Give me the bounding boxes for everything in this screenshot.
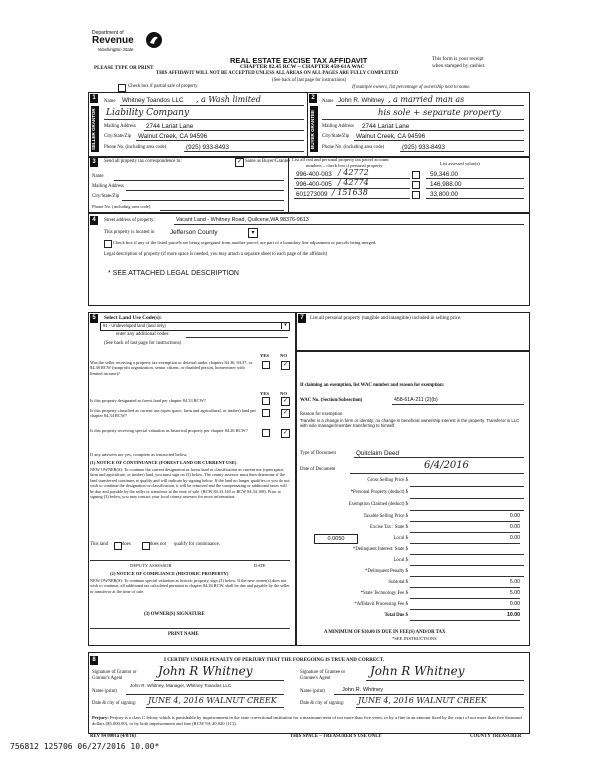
multiple-owners-note: If multiple owners, list percentage of ownership next to name. bbox=[352, 85, 471, 90]
legal-label: Legal description of property (if more space is needed, you may attach a separate sheet to each page of the affidavit) bbox=[104, 252, 328, 257]
this-land-label: This land bbox=[90, 542, 108, 547]
buyer-phone-label: Phone No. (including area code) bbox=[322, 145, 385, 150]
q-exemption: Was the seller receiving a property tax exemption or deferral under chapters 84.36, 84.37, or 84.38 RCW (nonprofit organization, senior citizen, or disabled person, homeowner with limited income)? bbox=[90, 360, 253, 376]
q-forest: Is this property designated as forest land per chapter 84.33 RCW? bbox=[90, 398, 206, 403]
seller-name-handwritten: , a Wash limited bbox=[196, 95, 261, 104]
land-use-value: 91 - Undeveloped land (land only) bbox=[103, 323, 166, 328]
tax-row-label: Gross Selling Price $ bbox=[367, 478, 408, 483]
q-historic: Is this property receiving special valuation as historical property per chapter 84.26 RCW? bbox=[90, 428, 248, 433]
grantee-sig-label: Signature of Grantee or Grantee's Agent bbox=[300, 670, 346, 681]
additional-codes-label: enter any additional codes: bbox=[116, 332, 170, 337]
notice2-text: NEW OWNER(S): To continue special valuation as historic property, sign (3) below. If the new owner(s) does not wish to continue, all additional tax calculated pursuant to chapter 84.26 RCW, shall be due and payable by the seller or transferor at the time of sale. bbox=[90, 578, 290, 594]
buyer-name-typed[interactable]: John R. Whitney bbox=[338, 97, 385, 104]
grantor-name-print[interactable]: John R. Whitney, Manager, Whitney Toandos LLC bbox=[130, 683, 232, 688]
notice1-text: NEW OWNER(S): To continue the current designation as forest land or classification as current use (open space, farm and agriculture, or timber) land, you must sign on (3) below. The county assessor must then determine if the land transferred continues to qualify and will indicate by signing below. If the land no longer qualifies or you do not wish to continue the designation or classification, it will be removed and the compensating or additional taxes will be due and payable by the seller or transferor at the time of sale. (RCW 84.33.140 or RCW 84.34.108). Prior to signing (3) below, you may contact your local county assessor for more information. bbox=[90, 467, 290, 500]
q-forest-yes[interactable] bbox=[262, 397, 270, 405]
total-due-value[interactable]: 10.00 bbox=[410, 612, 520, 621]
correspondence-label: Send all property tax correspondence to: bbox=[104, 159, 182, 164]
tax-row-label: *Personal Property (deduct) $ bbox=[350, 490, 408, 495]
grantee-signature[interactable]: John R Whitney bbox=[370, 664, 465, 678]
grantor-signature[interactable]: John R Whitney bbox=[158, 664, 253, 678]
buyer-city-label: City/State/Zip bbox=[322, 134, 350, 139]
perjury-text: Perjury is a class C felony which is punishable by imprisonment in the state correctional institution for a maximum term of not more than five years, or by a fine in an amount fixed by the court of not more than five thousand dollars ($5,000.00), or by both imprisonment and fine (RCW 9A.20.020 (1C)). bbox=[92, 715, 522, 726]
does-not-label: does not bbox=[150, 542, 167, 547]
revenue-text: Revenue bbox=[92, 35, 134, 46]
dor-logo bbox=[92, 30, 172, 66]
segregated-label: Check box if any of the listed parcels are being segregated from another parcel, are part of a boundary line adjustment or parcels being merged. bbox=[113, 240, 377, 245]
q-current-use-yes[interactable] bbox=[262, 409, 270, 417]
notice2-title: (2) NOTICE OF COMPLIANCE (HISTORIC PROPERTY) bbox=[110, 571, 229, 576]
seller-city[interactable]: Walnut Creek, CA 94596 bbox=[138, 133, 208, 140]
parcel-header-2: numbers – check box if personal property bbox=[306, 163, 383, 168]
exemption-note: If claiming an exemption, list WAC number and reason for exemption: bbox=[300, 383, 445, 388]
print-name-label: PRINT NAME bbox=[168, 632, 199, 637]
seller-address-label: Mailing Address bbox=[104, 124, 136, 129]
partial-sale-label: Check box if partial sale of property bbox=[128, 84, 198, 89]
grantee-name-print[interactable]: John R. Whitney bbox=[342, 687, 384, 693]
personal-property-checkbox[interactable] bbox=[412, 181, 420, 189]
land-use-label: Select Land Use Code(s): bbox=[104, 315, 162, 321]
buyer-name-label: Name bbox=[322, 99, 334, 104]
q-exemption-yes[interactable] bbox=[262, 361, 270, 369]
see-instr-note: *SEE INSTRUCTIONS bbox=[392, 636, 437, 641]
section-2-number: 2 bbox=[309, 94, 317, 103]
street-address[interactable]: Vacant Land - Whitney Road, Quilcene,WA 98376-9613 bbox=[176, 217, 309, 223]
tax-row-value[interactable] bbox=[410, 478, 524, 487]
section-5-number: 5 bbox=[90, 314, 98, 323]
tax-row-value[interactable] bbox=[410, 557, 524, 566]
seller-name-label: Name bbox=[104, 99, 116, 104]
seller-phone-label: Phone No. (including area code) bbox=[104, 145, 167, 150]
assessed-value[interactable]: 146,988.00 bbox=[430, 181, 462, 188]
buyer-name-handwritten-2: his sole + separate property bbox=[378, 108, 501, 118]
assessed-value[interactable]: 33,800.00 bbox=[430, 191, 459, 198]
corr-city-label: City/State/Zip bbox=[92, 194, 120, 199]
street-label: Street address of property: bbox=[104, 218, 155, 223]
seller-address[interactable]: 2744 Lariat Lane bbox=[146, 123, 194, 130]
tax-row-value[interactable]: 0.00 bbox=[410, 601, 520, 610]
perjury-label: Perjury: bbox=[92, 715, 109, 720]
form-chapter: CHAPTER 82.45 RCW – CHAPTER 458-61A WAC bbox=[240, 64, 365, 70]
section-8-number: 8 bbox=[90, 656, 98, 665]
parcel-number[interactable]: 996-400-005 bbox=[296, 181, 332, 188]
section-1-number: 1 bbox=[90, 94, 98, 103]
grantor-date-label: Date & city of signing: bbox=[92, 701, 137, 706]
tax-row-label: *Affidavit Processing Fee $ bbox=[354, 602, 408, 607]
form-id: REV 84 0001a (4/8/16) bbox=[90, 734, 136, 739]
doc-date-value[interactable]: 6/4/2016 bbox=[424, 460, 469, 471]
tax-row-value[interactable] bbox=[410, 502, 524, 511]
assessor-date-label: DATE bbox=[254, 563, 266, 568]
assessed-header: List assessed value(s) bbox=[440, 161, 480, 166]
land-use-dropdown-icon[interactable]: ▾ bbox=[281, 322, 289, 329]
reason-text[interactable]: Transfer is a change in form or identity; no change in beneficial ownership interest in the property. Transferor is LLC with sole manager/member transferring to himself. bbox=[300, 418, 520, 428]
grantor-sig-label: Signature of Grantor or Grantor's Agent bbox=[92, 670, 137, 681]
doc-type-value[interactable]: Quitclaim Deed bbox=[356, 450, 400, 457]
q-current-use: Is this property classified as current use (open space, farm and agricultural, or timber) land per chapter 84.34 RCW? bbox=[90, 408, 256, 419]
tax-row-label: Local $ bbox=[393, 536, 408, 541]
buyer-tab: BUYER GRANTEE bbox=[310, 106, 318, 152]
no-header-2: NO bbox=[280, 391, 287, 396]
parcel-hand: / 151638 bbox=[332, 188, 368, 197]
dor-seal-icon bbox=[144, 30, 164, 50]
reason-label: Reason for exemption bbox=[300, 412, 343, 417]
tax-row-value[interactable]: 5.00 bbox=[410, 579, 520, 588]
tax-row-value[interactable]: 0.00 bbox=[410, 524, 520, 533]
if-yes-note: If any answers are yes, complete as instructed below. bbox=[90, 452, 188, 457]
grantee-date-label: Date & city of signing: bbox=[300, 701, 345, 706]
no-header-1: NO bbox=[280, 353, 287, 358]
county-treasurer: COUNTY TREASURER bbox=[470, 734, 522, 739]
seller-city-label: City/State/Zip bbox=[104, 134, 132, 139]
buyer-name-handwritten: , a married man as bbox=[388, 95, 465, 104]
tax-row-label: Excise Tax : State $ bbox=[370, 525, 408, 530]
seller-name-handwritten-2: Liability Company bbox=[106, 108, 190, 118]
legal-description: * SEE ATTACHED LEGAL DESCRIPTION bbox=[108, 270, 239, 277]
perjury-statement bbox=[92, 715, 524, 726]
parcel-number[interactable]: 996-400-003 bbox=[296, 171, 332, 178]
county-dropdown-icon[interactable]: ▾ bbox=[248, 228, 258, 238]
grantee-date-city[interactable]: JUNE 4, 2016 WALNUT CREEK bbox=[358, 696, 487, 705]
tax-row-value[interactable] bbox=[410, 490, 524, 499]
grantee-name-label: Name (print) bbox=[300, 689, 325, 694]
affidavit-warning: THIS AFFIDAVIT WILL NOT BE ACCEPTED UNLESS ALL AREAS ON ALL PAGES ARE FULLY COMPLETED bbox=[156, 71, 399, 76]
section-4-number: 4 bbox=[90, 216, 98, 225]
section-4-box bbox=[88, 212, 530, 306]
buyer-city[interactable]: Walnut Creek, CA 94596 bbox=[356, 133, 426, 140]
tax-row-label: Exemption Claimed (deduct) $ bbox=[348, 502, 408, 507]
tax-row-label: Taxable Selling Price $ bbox=[363, 514, 408, 519]
corr-name-label: Name bbox=[92, 174, 104, 179]
section-3-number: 3 bbox=[90, 158, 98, 167]
yes-header-2: YES bbox=[260, 391, 269, 396]
parcel-hand: / 42772 bbox=[338, 168, 369, 177]
notice1-title: (1) NOTICE OF CONTINUANCE (FOREST LAND OR CURRENT USE) bbox=[90, 460, 237, 465]
grantor-date-city[interactable]: JUNE 4, 2016 WALNUT CREEK bbox=[148, 696, 277, 705]
tax-row-value[interactable] bbox=[410, 546, 524, 555]
please-type: PLEASE TYPE OR PRINT bbox=[94, 66, 154, 71]
partial-sale-checkbox[interactable] bbox=[118, 84, 126, 92]
assessed-value[interactable]: 59,346.00 bbox=[430, 171, 459, 178]
section-7-text: List all personal property (tangible and intangible) included in selling price. bbox=[310, 316, 462, 321]
recording-stamp: 756812 125706 06/27/2016 10.00* bbox=[10, 742, 160, 751]
q-historic-no[interactable]: ✓ bbox=[282, 430, 289, 436]
parcel-number[interactable]: 601273009 bbox=[296, 191, 328, 198]
qualify-label: qualify for continuance. bbox=[174, 542, 220, 547]
wac-label: WAC No. (Section/Subsection) bbox=[300, 398, 363, 403]
deputy-assessor-label: DEPUTY ASSESSOR bbox=[130, 563, 172, 568]
buyer-phone[interactable]: (925) 933-8493 bbox=[402, 144, 446, 151]
see-back-label: (See back of last page for instructions) bbox=[104, 341, 182, 346]
parcel-hand: / 42774 bbox=[338, 178, 369, 187]
tax-row-label: *State Technology Fee $ bbox=[360, 591, 408, 596]
tax-row-label: *Delinquent Interest: State $ bbox=[352, 547, 408, 552]
does-label: does bbox=[122, 542, 131, 547]
seller-name-typed[interactable]: Whitney Toandos LLC bbox=[122, 97, 184, 104]
tax-row-value[interactable]: 0.00 bbox=[410, 535, 520, 544]
q-current-use-no[interactable]: ✓ bbox=[282, 410, 289, 416]
receipt-note-1: This form is your receipt bbox=[432, 56, 484, 62]
grantor-name-label: Name (print) bbox=[92, 689, 117, 694]
tax-row-label: *Delinquent Penalty $ bbox=[365, 569, 408, 574]
certify-text: I CERTIFY UNDER PENALTY OF PERJURY THAT THE FOREGOING IS TRUE AND CORRECT. bbox=[164, 658, 385, 663]
tax-row-label: Total Due $ bbox=[384, 613, 408, 618]
seller-phone[interactable]: (925) 933-8493 bbox=[186, 144, 230, 151]
personal-property-checkbox[interactable] bbox=[412, 191, 420, 199]
land-use-select[interactable] bbox=[100, 322, 290, 331]
same-as-buyer-label: Same as Buyer/Grantee bbox=[245, 159, 291, 164]
doc-type-label: Type of Document bbox=[300, 451, 336, 456]
corr-address-label: Mailing Address bbox=[92, 184, 124, 189]
personal-property-checkbox[interactable] bbox=[412, 171, 420, 179]
tax-row-value[interactable]: 0.00 bbox=[410, 513, 520, 522]
section-7-number: 7 bbox=[298, 314, 306, 323]
does-not-checkbox[interactable] bbox=[142, 542, 150, 550]
buyer-address-label: Mailing Address bbox=[322, 124, 354, 129]
buyer-address[interactable]: 2744 Lariat Lane bbox=[362, 123, 410, 130]
doc-date-label: Date of Document bbox=[300, 467, 336, 472]
tax-row-label: Subtotal $ bbox=[388, 580, 408, 585]
seller-tab: SELLER GRANTOR bbox=[91, 106, 99, 152]
owner-signature-label: (3) OWNER(S) SIGNATURE bbox=[144, 612, 205, 617]
minimum-note: A MINIMUM OF $10.00 IS DUE IN FEE(S) AND/OR TAX bbox=[324, 630, 446, 635]
county-label: This property is located in bbox=[104, 230, 155, 235]
county-select[interactable]: Jefferson County bbox=[170, 229, 218, 236]
q-exemption-no[interactable]: ✓ bbox=[282, 362, 289, 368]
tax-row-label: Local $ bbox=[393, 558, 408, 563]
form-title: REAL ESTATE EXCISE TAX AFFIDAVIT bbox=[230, 56, 368, 65]
parcel-header-1: List all real and personal property tax parcel account bbox=[292, 157, 389, 162]
does-checkbox[interactable] bbox=[114, 542, 122, 550]
treasurer-use: THIS SPACE – TREASURER'S USE ONLY bbox=[290, 734, 382, 739]
same-as-buyer-checkbox[interactable]: ✓ bbox=[236, 159, 243, 165]
washington-state-text: Washington State bbox=[98, 47, 134, 52]
dept-of-text: Department of bbox=[92, 30, 124, 36]
see-instructions: (See back of last page for instructions) bbox=[272, 78, 347, 83]
tax-row-value[interactable] bbox=[410, 568, 524, 577]
segregated-checkbox[interactable] bbox=[104, 240, 112, 248]
wac-value[interactable]: 458-61A-211 (2)(b) bbox=[394, 397, 438, 403]
corr-phone-label: Phone No. (including area code) bbox=[92, 204, 151, 209]
yes-header-1: YES bbox=[260, 353, 269, 358]
local-rate-box[interactable]: 0.0050 bbox=[314, 534, 358, 544]
receipt-note-2: when stamped by cashier. bbox=[432, 63, 486, 69]
tax-row-value[interactable]: 5.00 bbox=[410, 590, 520, 599]
q-forest-no[interactable]: ✓ bbox=[282, 398, 289, 404]
q-historic-yes[interactable] bbox=[262, 429, 270, 437]
